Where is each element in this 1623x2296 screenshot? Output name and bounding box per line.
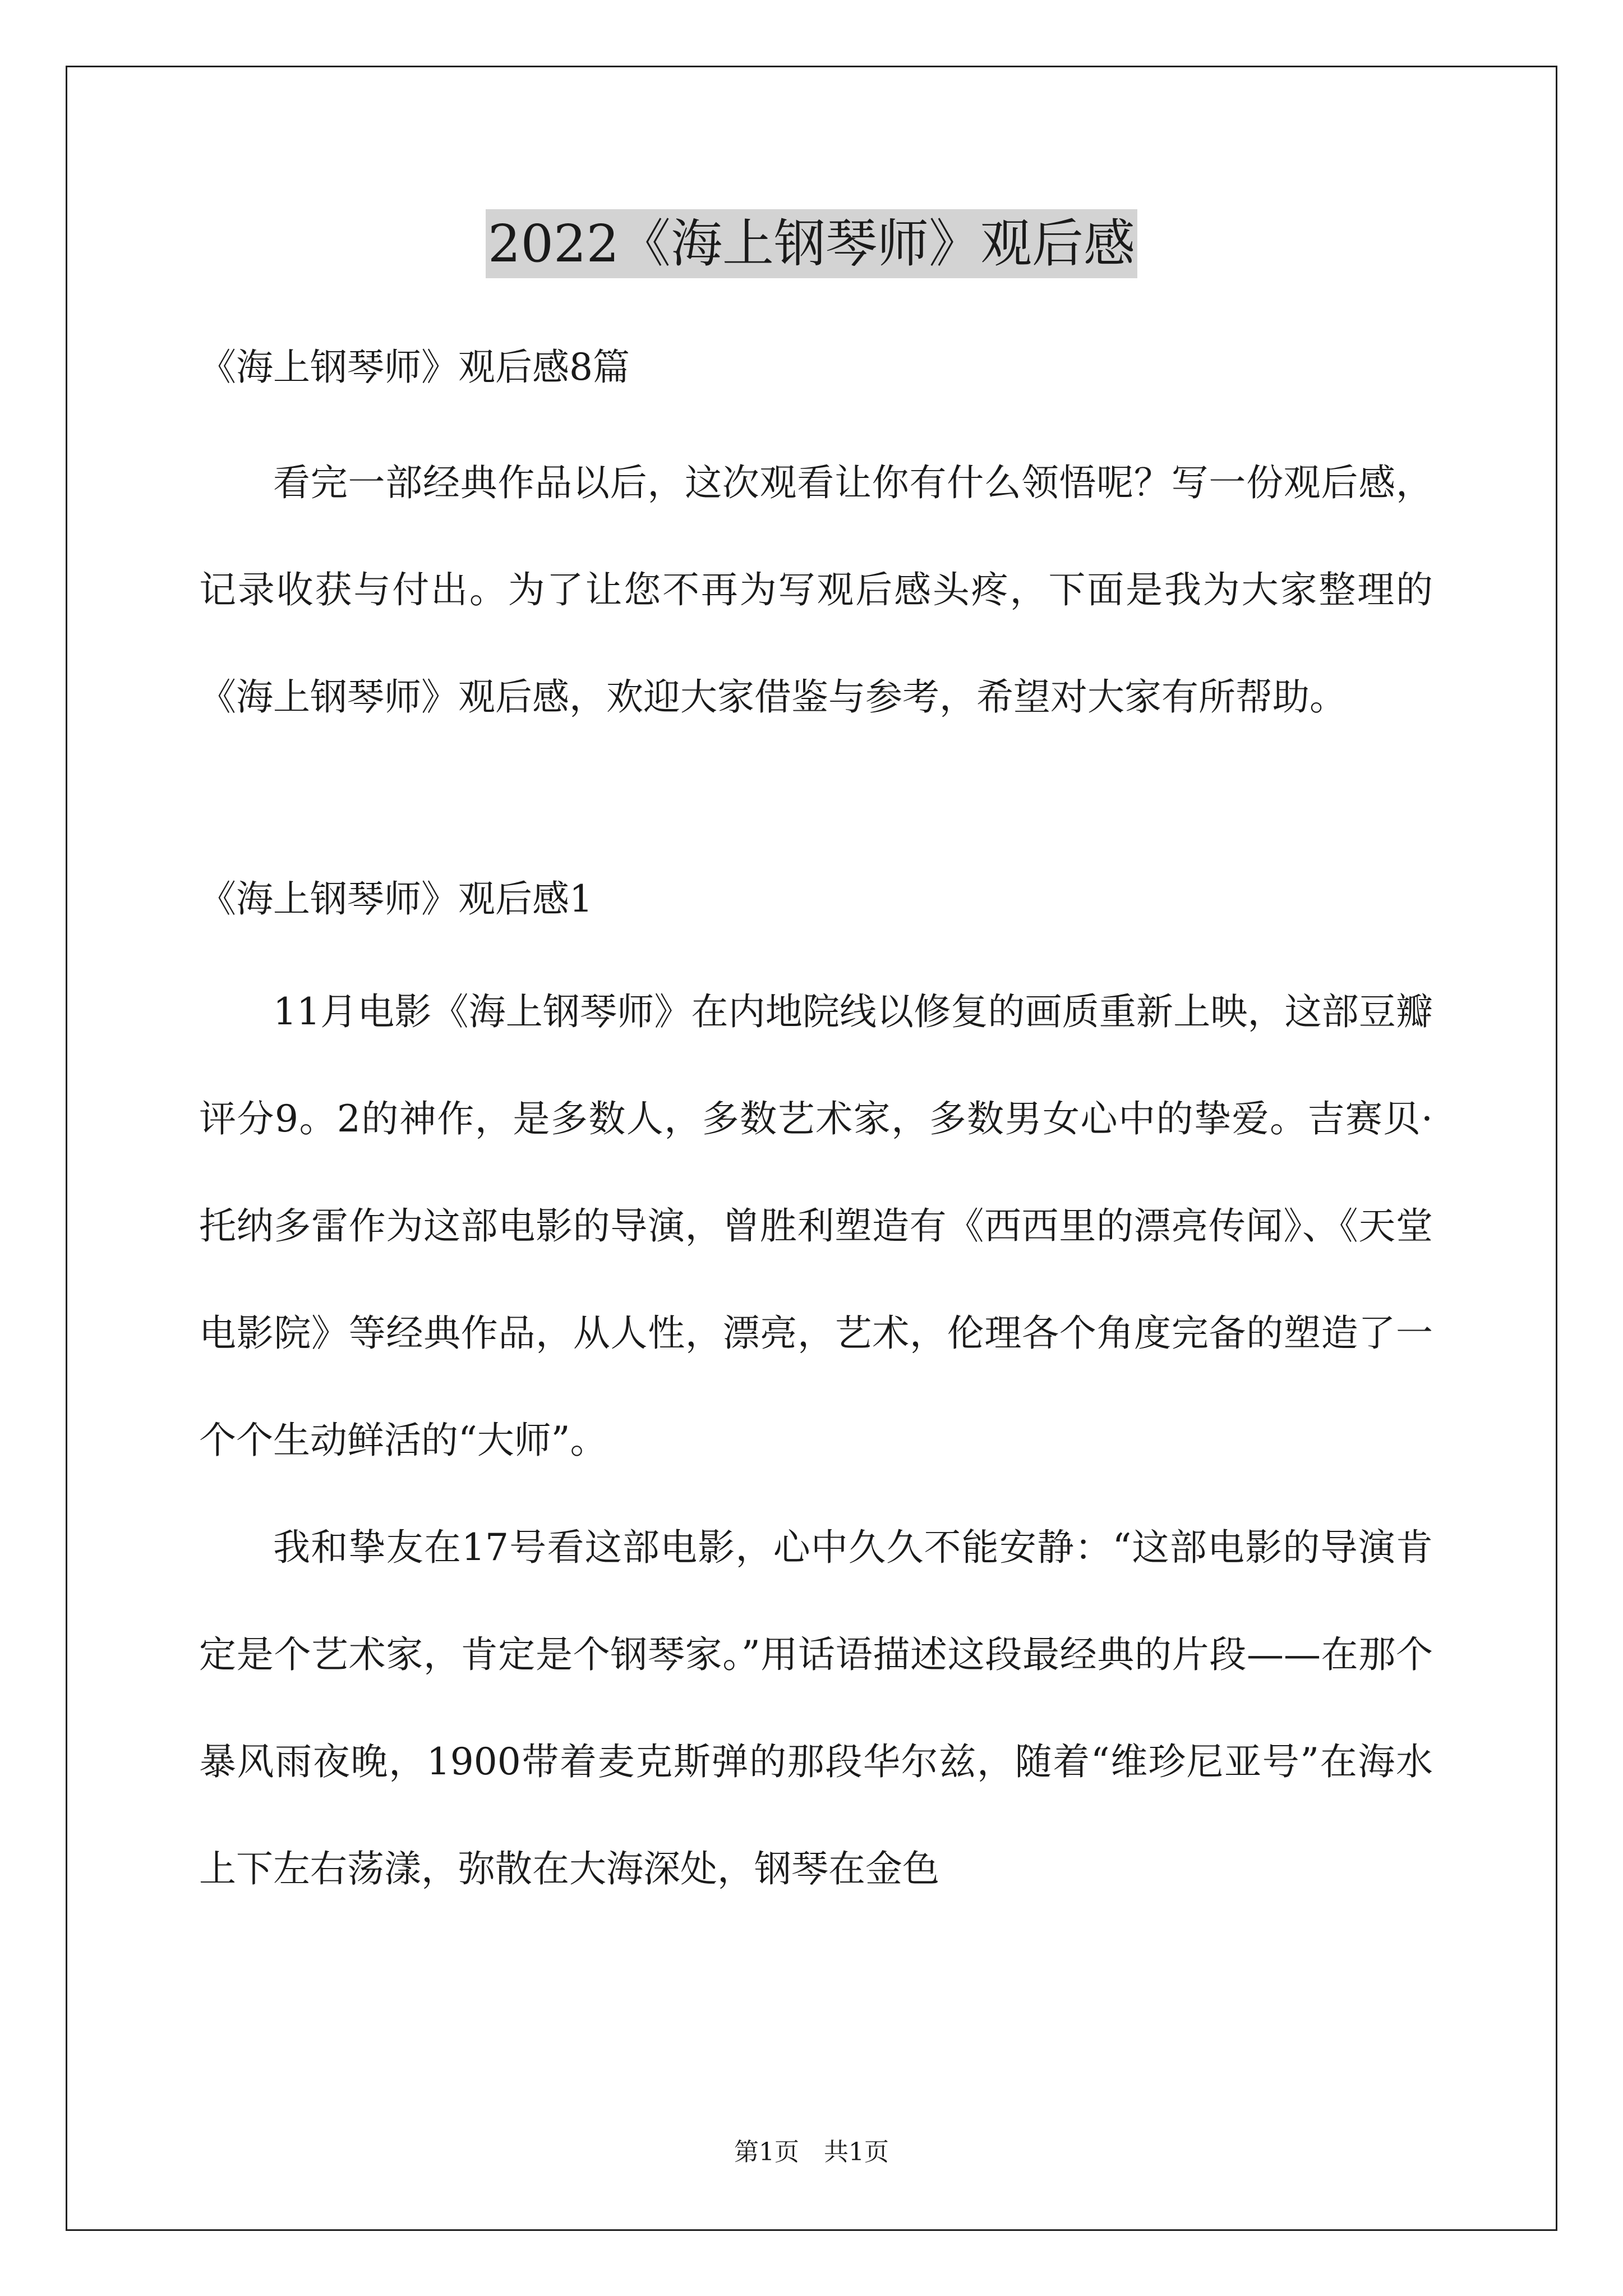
document-body — [199, 334, 1433, 1922]
document-subtitle: 《海上钢琴师》观后感8篇 — [199, 346, 630, 389]
body-paragraph-2: 我和挚友在17号看这部电影，心中久久不能安静：“这部电影的导演肯定是个艺术家，肯定是个钢琴家。”用话语描述这段最经典的片段——在那个暴风雨夜晚，1900带着麦克斯弹的那段华尔兹，随着“维珍尼亚号”在海水上下左右荡漾，弥散在大海深处，钢琴在金色 — [199, 1526, 1433, 1890]
document-title-text: 2022《海上钢琴师》观后感 — [486, 209, 1137, 278]
section-heading: 《海上钢琴师》观后感1 — [199, 877, 593, 921]
document-title — [0, 202, 1623, 286]
intro-paragraph: 看完一部经典作品以后，这次观看让你有什么领悟呢？写一份观后感，记录收获与付出。为了让您不再为写观后感头疼，下面是我为大家整理的《海上钢琴师》观后感，欢迎大家借鉴与参考，希望对大家有所帮助。 — [199, 461, 1433, 719]
body-paragraph-1: 11月电影《海上钢琴师》在内地院线以修复的画质重新上映，这部豆瓣评分9。2的神作，是多数人，多数艺术家，多数男女心中的挚爱。吉赛贝·托纳多雷作为这部电影的导演，曾胜利塑造有《西西里的漂亮传闻》、《天堂电影院》等经典作品，从人性，漂亮，艺术，伦理各个角度完备的塑造了一个个生动鲜活的“大师”。 — [199, 990, 1433, 1462]
page-footer: 第1页 共1页 — [734, 2138, 889, 2166]
